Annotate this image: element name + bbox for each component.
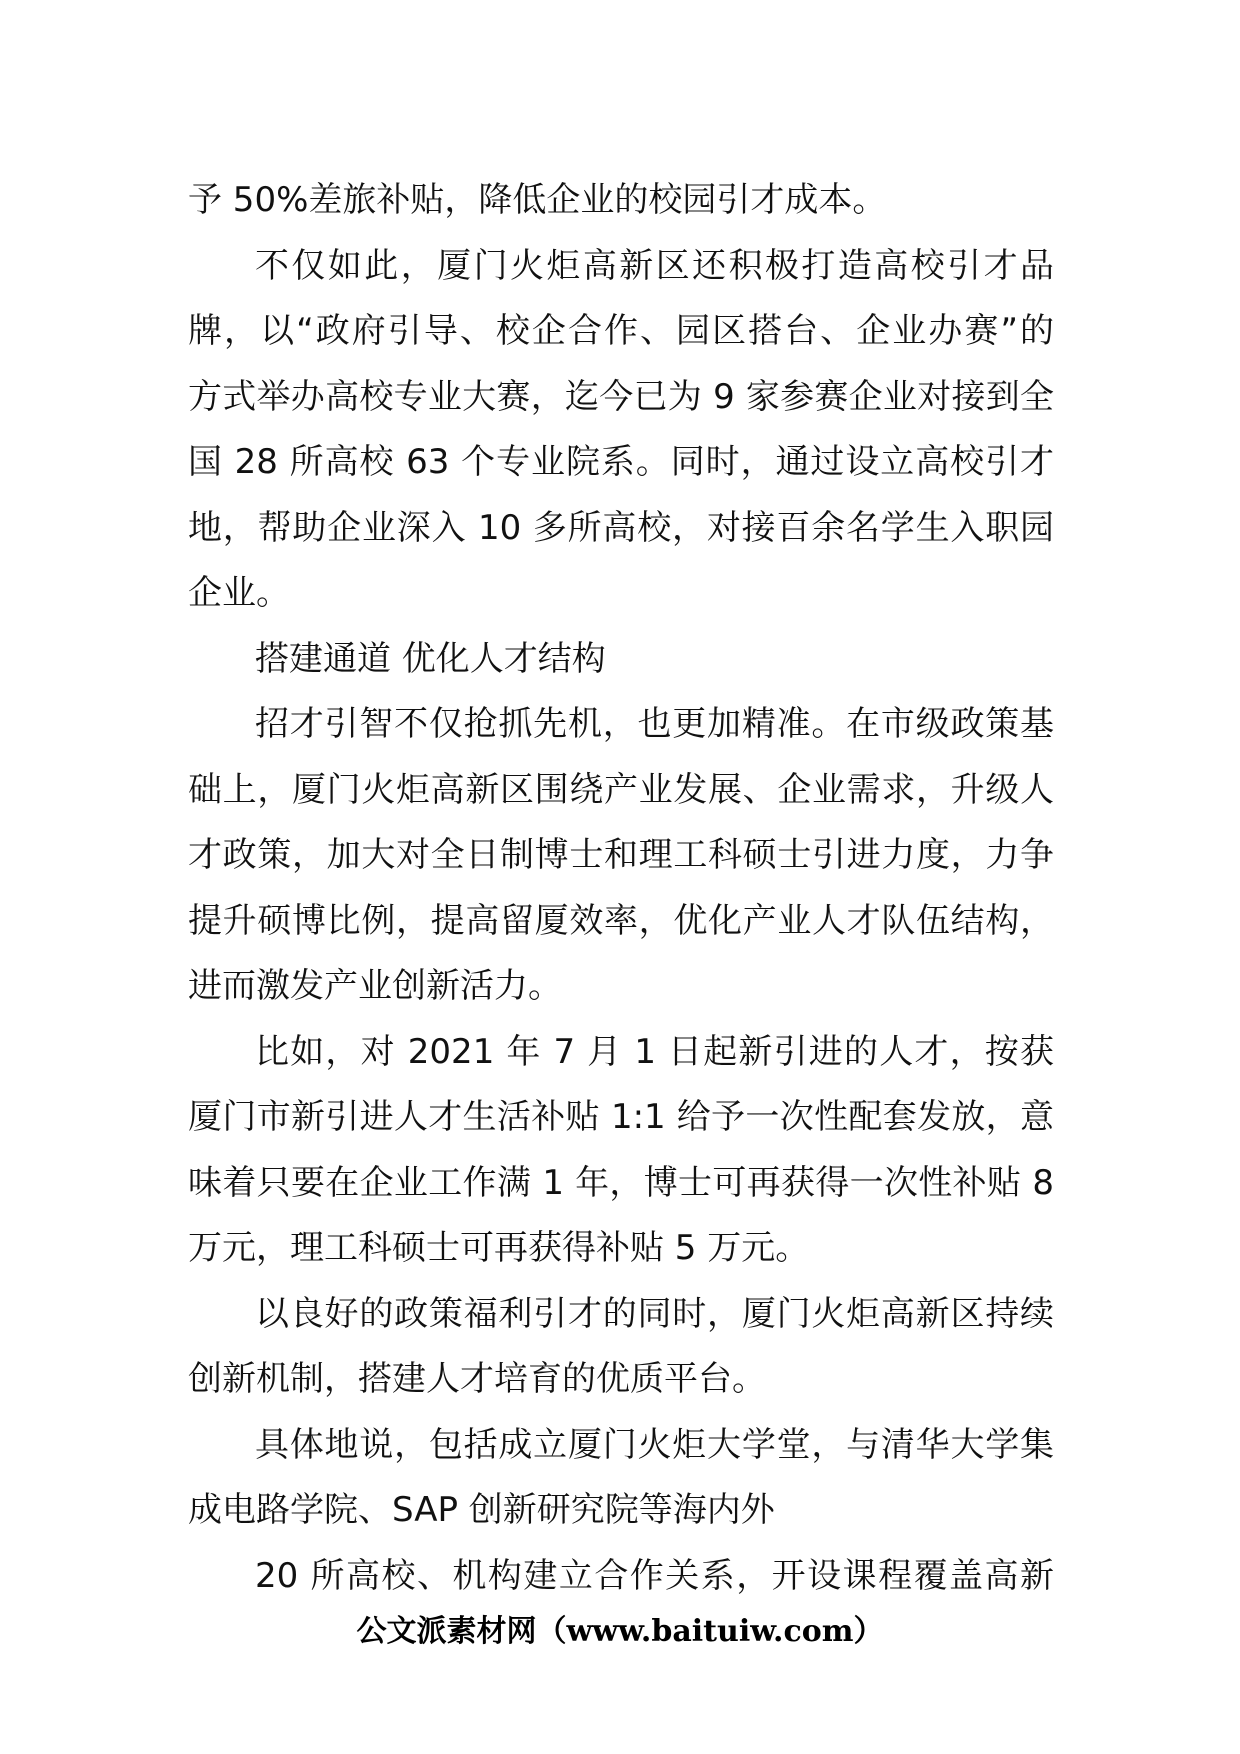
text-line: 提升硕博比例，提高留厦效率，优化产业人才队伍结构，: [188, 900, 1054, 941]
text-line: 进而激发产业创新活力。: [188, 966, 562, 1006]
text-line: 国 28 所高校 63 个专业院系。同时，通过设立高校引才: [188, 442, 1054, 482]
text-line: 地，帮助企业深入 10 多所高校，对接百余名学生入职园: [188, 507, 1054, 548]
text-line: 予 50%差旅补贴，降低企业的校园引才成本。: [188, 180, 887, 220]
text-line: 以良好的政策福利引才的同时，厦门火炬高新区持续: [255, 1293, 1054, 1334]
footer-watermark: 公文派素材网（www.baituiw.com）: [356, 1614, 884, 1649]
text-line: 味着只要在企业工作满 1 年，博士可再获得一次性补贴 8: [188, 1162, 1054, 1203]
text-line: 20 所高校、机构建立合作关系，开设课程覆盖高新: [255, 1555, 1054, 1596]
text-line: 牌，以“政府引导、校企合作、园区搭台、企业办赛”的: [188, 311, 1054, 351]
text-line: 创新机制，搭建人才培育的优质平台。: [188, 1359, 766, 1399]
text-line: 方式举办高校专业大赛，迄今已为 9 家参赛企业对接到全: [188, 376, 1054, 417]
text-line: 万元，理工科硕士可再获得补贴 5 万元。: [188, 1228, 810, 1268]
text-line: 招才引智不仅抢抓先机，也更加精准。在市级政策基: [255, 704, 1054, 744]
text-line: 才政策，加大对全日制博士和理工科硕士引进力度，力争: [188, 835, 1054, 875]
body-text: [188, 168, 1054, 1609]
text-line: 具体地说，包括成立厦门火炬大学堂，与清华大学集: [255, 1424, 1054, 1465]
text-line: 成电路学院、SAP 创新研究院等海内外: [188, 1490, 775, 1530]
text-line: 比如，对 2021 年 7 月 1 日起新引进的人才，按获: [255, 1031, 1054, 1072]
text-line: 厦门市新引进人才生活补贴 1:1 给予一次性配套发放，意: [188, 1097, 1054, 1137]
text-line: 础上，厦门火炬高新区围绕产业发展、企业需求，升级人: [188, 769, 1054, 810]
text-line: 不仅如此，厦门火炬高新区还积极打造高校引才品: [255, 245, 1054, 286]
text-line: 企业。: [188, 573, 290, 613]
section-heading: 搭建通道 优化人才结构: [255, 638, 606, 679]
